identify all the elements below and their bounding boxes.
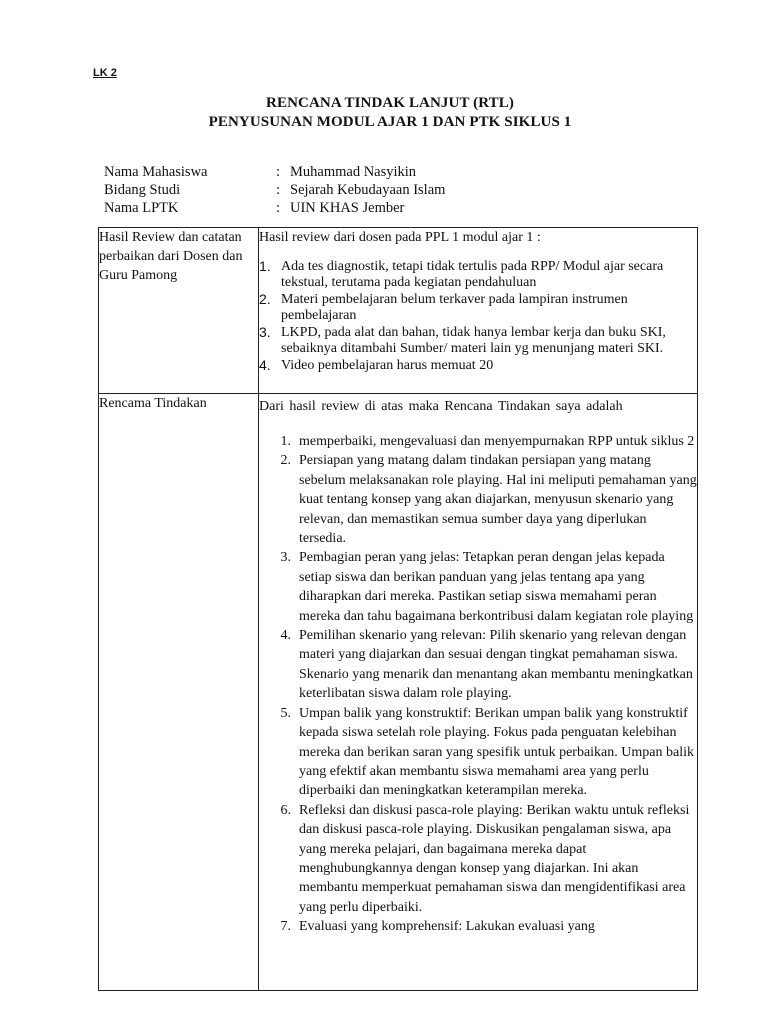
list-number: 7. [280, 919, 291, 935]
identity-row-field [104, 181, 445, 199]
list-text: Video pembelajaran harus memuat 20 [281, 358, 494, 373]
identity-value: Sejarah Kebudayaan Islam [290, 182, 446, 198]
identity-colon: : [276, 182, 281, 198]
plan-list [259, 432, 697, 937]
identity-block [104, 163, 445, 217]
identity-colon: : [276, 200, 281, 216]
list-number: 2. [280, 453, 291, 469]
identity-label: Nama Mahasiswa [104, 164, 208, 180]
list-text: Persiapan yang matang dalam tindakan persiapan yang matang sebelum melaksanakan role playing. Hal ini meliputi pemahaman yang kuat tentang konsep yang akan diajarkan, menyusun skenario yang relevan, dan memastikan semua sumber daya yang diperlukan tersedia. [299, 453, 697, 547]
list-number: 3. [280, 550, 291, 566]
list-number: 6. [280, 802, 291, 818]
document-code: LK 2 [93, 67, 117, 79]
identity-colon: : [276, 164, 281, 180]
list-text: Ada tes diagnostik, tetapi tidak tertulis pada RPP/ Modul ajar secara tekstual, terutama pada kegiatan pendahuluan [281, 259, 664, 290]
document-title: RENCANA TINDAK LANJUT (RTL) [266, 95, 514, 111]
list-number: 4. [259, 357, 271, 373]
list-text: memperbaiki, mengevaluasi dan menyempurnakan RPP untuk siklus 2 [299, 434, 695, 449]
plan-intro: Dari hasil review di atas maka Rencana Tindakan saya adalah [259, 399, 623, 414]
list-item [259, 358, 697, 374]
list-text: LKPD, pada alat dan bahan, tidak hanya lembar kerja dan buku SKI, sebaiknya ditambahi Sumber/ materi lain yg menunjang materi SKI. [281, 325, 666, 356]
list-text: Materi pembelajaran belum terkaver pada lampiran instrumen pembelajaran [281, 292, 628, 323]
list-item [259, 432, 697, 451]
plan-content [259, 394, 698, 991]
review-list [259, 259, 697, 374]
review-content [259, 228, 698, 394]
document-subtitle: PENYUSUNAN MODUL AJAR 1 DAN PTK SIKLUS 1 [208, 114, 572, 130]
list-item [259, 292, 697, 323]
plan-label: Rencama Tindakan [99, 394, 259, 991]
identity-value: UIN KHAS Jember [290, 200, 405, 216]
list-item [259, 451, 697, 548]
list-item [259, 801, 697, 917]
list-text: Evaluasi yang komprehensif: Lakukan evaluasi yang [299, 919, 595, 935]
list-number: 4. [280, 628, 291, 644]
list-item [259, 259, 697, 290]
list-text: Umpan balik yang konstruktif: Berikan umpan balik yang konstruktif kepada siswa setelah role playing. Fokus pada penguatan kelebihan mereka dan berikan saran yang spesifik untuk perbaikan. Umpan balik yang efektif akan membantu siswa memahami area yang perlu diperbaiki dan meningkatkan keterampilan mereka. [299, 705, 694, 799]
rtl-table [98, 227, 698, 991]
list-number: 1. [259, 258, 271, 274]
plan-row [99, 394, 698, 991]
identity-value: Muhammad Nasyikin [290, 164, 417, 180]
review-label: Hasil Review dan catatan perbaikan dari Dosen dan Guru Pamong [99, 228, 259, 394]
list-item [259, 917, 697, 936]
identity-row-lptk [104, 199, 445, 217]
list-text: Pemilihan skenario yang relevan: Pilih skenario yang relevan dengan materi yang diajarkan dan sesuai dengan tingkat pemahaman siswa. Skenario yang menarik dan menantang akan membantu meningkatkan keterlibatan siswa dalam role playing. [299, 628, 693, 702]
list-text: Pembagian peran yang jelas: Tetapkan peran dengan jelas kepada setiap siswa dan berikan panduan yang jelas tentang apa yang diharapkan dari mereka. Pastikan setiap siswa memahami peran mereka dan tahu bagaimana berkontribusi dalam kegiatan role playing [299, 550, 694, 624]
identity-label: Nama LPTK [104, 200, 179, 216]
list-number: 3. [259, 324, 271, 340]
list-item [259, 325, 697, 356]
identity-row-name [104, 163, 445, 181]
list-number: 1. [280, 434, 291, 449]
list-text: Refleksi dan diskusi pasca-role playing: Berikan waktu untuk refleksi dan diskusi pasca-role playing. Diskusikan pengalaman siswa, apa yang mereka pelajari, dan bagaimana mereka dapat menghubungkannya dengan konsep yang diajarkan. Ini akan membantu memperkuat pemahaman siswa dan mengidentifikasi area yang perlu diperbaiki. [299, 802, 690, 915]
review-intro: Hasil review dari dosen pada PPL 1 modul ajar 1 : [259, 230, 541, 245]
list-item [259, 704, 697, 801]
identity-label: Bidang Studi [104, 182, 181, 198]
list-item [259, 626, 697, 704]
list-item [259, 548, 697, 626]
list-number: 2. [259, 291, 271, 307]
review-row [99, 228, 698, 394]
list-number: 5. [280, 705, 291, 721]
